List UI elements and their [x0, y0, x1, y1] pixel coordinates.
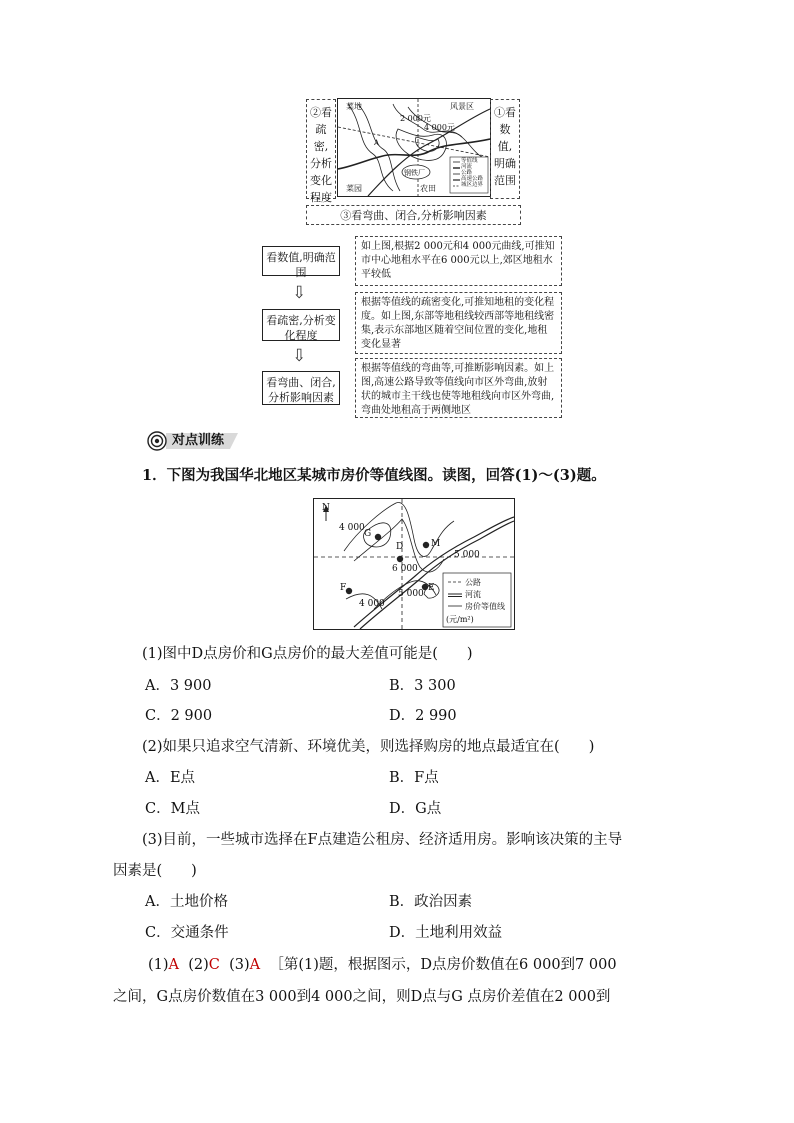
legend-item: 城区边界 [461, 182, 484, 188]
option-2d: D．G点 [389, 801, 442, 817]
explanation-text-2: 之间，G点房价数值在3 000到4 000之间，则D点与G 点房价差值在2 000到 [113, 989, 611, 1005]
option-1d: D．2 990 [389, 708, 457, 724]
answer-2-number: (2) [188, 957, 209, 973]
question-intro: 1．下图为我国华北地区某城市房价等值线图。读图，回答(1)～(3)题。 [142, 467, 606, 484]
section-heading-text: 对点训练 [172, 433, 225, 448]
flow-text-2 [355, 292, 562, 354]
point-e: E [428, 583, 435, 593]
right-annotation-box [490, 99, 520, 199]
flow-step-2 [262, 309, 340, 341]
house-map-legend [465, 577, 505, 613]
answer-3-number: (3) [229, 957, 250, 973]
flow-text-1-content: 如上图,根据2 000元和4 000元曲线,可推知市中心地租水平在6 000元以上,郊区地租水平较低 [361, 241, 555, 280]
point-f: F [340, 583, 347, 593]
map-label-steel-factory: 钢铁厂 [404, 169, 425, 177]
flow-text-3-content: 根据等值线的弯曲等,可推断影响因素。如上图,高速公路导致等值线向市区外弯曲,放射状的城市主干线也使等地租线向市区外弯曲,弯曲处地租高于两侧地区 [361, 363, 555, 416]
legend-item: 公路 [461, 170, 473, 176]
answer-line-1 [148, 955, 617, 975]
option-2a: A．E点 [145, 770, 196, 786]
option-3d: D．土地利用效益 [389, 925, 503, 941]
answer-1-choice: A [168, 957, 180, 973]
north-label: N [322, 503, 330, 513]
down-arrow-icon: ⇩ [292, 346, 307, 366]
point-d: D [396, 542, 404, 552]
left-annotation-text: ②看疏密,分析变化程度 [310, 106, 332, 204]
legend-road: 公路 [465, 578, 481, 587]
sub-question-2-stem: (2)如果只追求空气清新、环境优美，则选择购房的地点最适宜在( ) [142, 739, 595, 755]
house-price-map [313, 498, 515, 630]
flow-step-1 [262, 246, 340, 279]
sub-question-1-stem: (1)图中D点房价和G点房价的最大差值可能是( ) [142, 646, 473, 662]
contour-label-5000-south: 5 000 [398, 589, 424, 599]
answer-3-choice: A [249, 957, 261, 973]
contour-label-5000: 5 000 [454, 550, 480, 560]
section-heading [146, 430, 242, 452]
legend-contour: 房价等值线 [465, 602, 505, 611]
map-label-farmland: 农田 [420, 184, 436, 193]
land-rent-map [337, 98, 491, 197]
map-label-garden: 菜园 [346, 184, 362, 193]
bottom-annotation-text: ③看弯曲、闭合,分析影响因素 [340, 209, 487, 222]
option-3c: C．交通条件 [145, 925, 229, 941]
option-2b: B．F点 [389, 770, 439, 786]
flow-step-1-label: 看数值,明确范围 [266, 251, 336, 279]
contour-label-4000-south: 4 000 [359, 599, 385, 609]
option-1a: A．3 900 [145, 678, 212, 694]
flow-step-2-label: 看疏密,分析变化程度 [266, 314, 336, 342]
map-legend [461, 158, 483, 188]
map-label-vegetable-field: 菜地 [346, 102, 362, 111]
map-label-2000: 2 000元 [400, 114, 431, 123]
legend-item: 河流 [461, 164, 473, 170]
legend-unit: (元/m²) [446, 615, 474, 624]
option-1b: B．3 300 [389, 678, 456, 694]
flow-step-3-label: 看弯曲、闭合,分析影响因素 [266, 376, 336, 404]
point-m: M [431, 539, 441, 549]
flow-step-3 [262, 371, 340, 405]
map-label-4000: 4 000元 [424, 123, 455, 132]
map-label-scenic-area: 风景区 [450, 102, 474, 111]
option-3b: B．政治因素 [389, 894, 473, 910]
map-label-a: A [374, 139, 380, 147]
flow-text-2-content: 根据等值线的疏密变化,可推知地租的变化程度。如上图,东部等地租线较西部等地租线密集,表示东部地区随着空间位置的变化,地租变化显著 [361, 297, 555, 350]
sub-question-3-stem: (3)目前，一些城市选择在F点建造公租房、经济适用房。影响该决策的主导 [142, 832, 623, 848]
right-annotation-text: ①看数值,明确范围 [494, 106, 516, 187]
point-g: G [364, 529, 372, 539]
option-1c: C．2 900 [145, 708, 213, 724]
contour-label-4000: 4 000 [339, 523, 365, 533]
flow-text-3 [355, 358, 562, 418]
legend-item: 高速公路 [461, 176, 484, 182]
legend-item: 等值线 [461, 158, 478, 164]
option-2c: C．M点 [145, 801, 200, 817]
left-annotation-box [306, 99, 336, 204]
down-arrow-icon: ⇩ [292, 283, 307, 303]
answer-2-choice: C [208, 957, 220, 973]
sub-question-3-stem-cont: 因素是( ) [113, 863, 197, 879]
option-3a: A．土地价格 [145, 894, 228, 910]
flow-text-1 [355, 236, 562, 286]
contour-label-6000: 6 000 [392, 564, 418, 574]
answer-1-number: (1) [148, 957, 169, 973]
explanation-text-1: ［第(1)题，根据图示，D点房价数值在6 000到7 000 [269, 957, 617, 973]
bottom-annotation-box [306, 205, 521, 225]
legend-river: 河流 [465, 590, 481, 599]
